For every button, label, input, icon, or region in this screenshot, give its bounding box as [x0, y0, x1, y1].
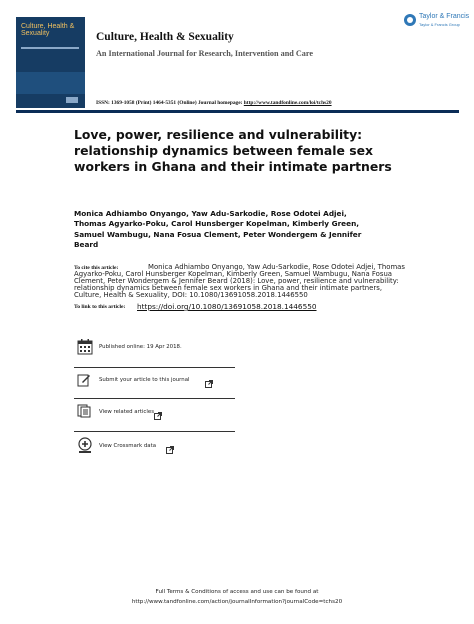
header-rule — [16, 110, 459, 113]
citation-text: Monica Adhiambo Onyango, Yaw Adu-Sarkodie, Rose Odotei Adjei, Thomas Agyarko-Poku, Carol Hunsberger Kopelman, Kimberly Green, Samuel Wambugu, Nana Fosua Clement, Peter Wondergem & Jennifer Beard (2018): Love, power, resilience and vulnerability: relationship dynamics between female sex workers in Ghana and their intimate partners, Culture, Health & Sexuality, DOI: 10.1080/13691058.2018.1446550 — [74, 263, 405, 299]
publisher-logo-icon — [404, 14, 416, 26]
cover-band — [16, 72, 85, 94]
publisher-logo[interactable] — [404, 13, 470, 29]
edit-icon — [77, 373, 91, 387]
divider — [74, 431, 235, 432]
doi-link[interactable]: https://doi.org/10.1080/13691058.2018.1446550 — [137, 302, 317, 311]
divider — [74, 367, 235, 368]
journal-subtitle: An International Journal for Research, Intervention and Care — [96, 49, 313, 58]
journal-homepage-link[interactable]: http://www.tandfonline.com/loi/tchs20 — [243, 100, 332, 106]
divider — [74, 398, 235, 399]
submit-article-link[interactable]: Submit your article to this journal — [99, 377, 190, 383]
related-articles-icon — [77, 404, 91, 418]
issn-text: ISSN: 1369-1058 (Print) 1464-5351 (Online) Journal homepage: — [96, 100, 244, 106]
cover-publisher-mark — [66, 97, 78, 103]
footer-terms: Full Terms & Conditions of access and use can be found at — [155, 589, 319, 595]
external-link-icon — [205, 375, 213, 383]
crossmark-icon — [77, 437, 93, 454]
publisher-tagline: Taylor & Francis Group — [419, 22, 460, 27]
publisher-name: Taylor & Francis — [419, 13, 470, 20]
related-articles-link[interactable]: View related articles — [99, 409, 155, 415]
external-link-icon — [154, 407, 162, 415]
link-label: To link to this article: — [74, 304, 126, 310]
cite-label: To cite this article: — [74, 265, 119, 271]
crossmark-link[interactable]: View Crossmark data — [99, 443, 157, 449]
journal-title: Culture, Health & Sexuality — [96, 31, 234, 43]
cover-decoration — [21, 47, 79, 49]
journal-cover-image — [16, 17, 85, 108]
issn-line — [96, 100, 332, 106]
published-date: Published online: 19 Apr 2018. — [99, 344, 182, 350]
footer-terms-link[interactable]: http://www.tandfonline.com/action/journalInformation?journalCode=tchs20 — [131, 599, 343, 605]
cover-title: Culture, Health & Sexuality — [21, 23, 75, 37]
article-authors: Monica Adhiambo Onyango, Yaw Adu-Sarkodie, Rose Odotei Adjei, Thomas Agyarko-Poku, Carol Hunsberger Kopelman, Kimberly Green, Samuel Wambugu, Nana Fosua Clement, Peter Wondergem & Jennifer Beard — [74, 209, 362, 249]
article-title: Love, power, resilience and vulnerability: relationship dynamics between female sex workers in Ghana and their intimate partners — [74, 127, 392, 174]
external-link-icon — [166, 441, 174, 449]
calendar-icon — [77, 338, 93, 355]
